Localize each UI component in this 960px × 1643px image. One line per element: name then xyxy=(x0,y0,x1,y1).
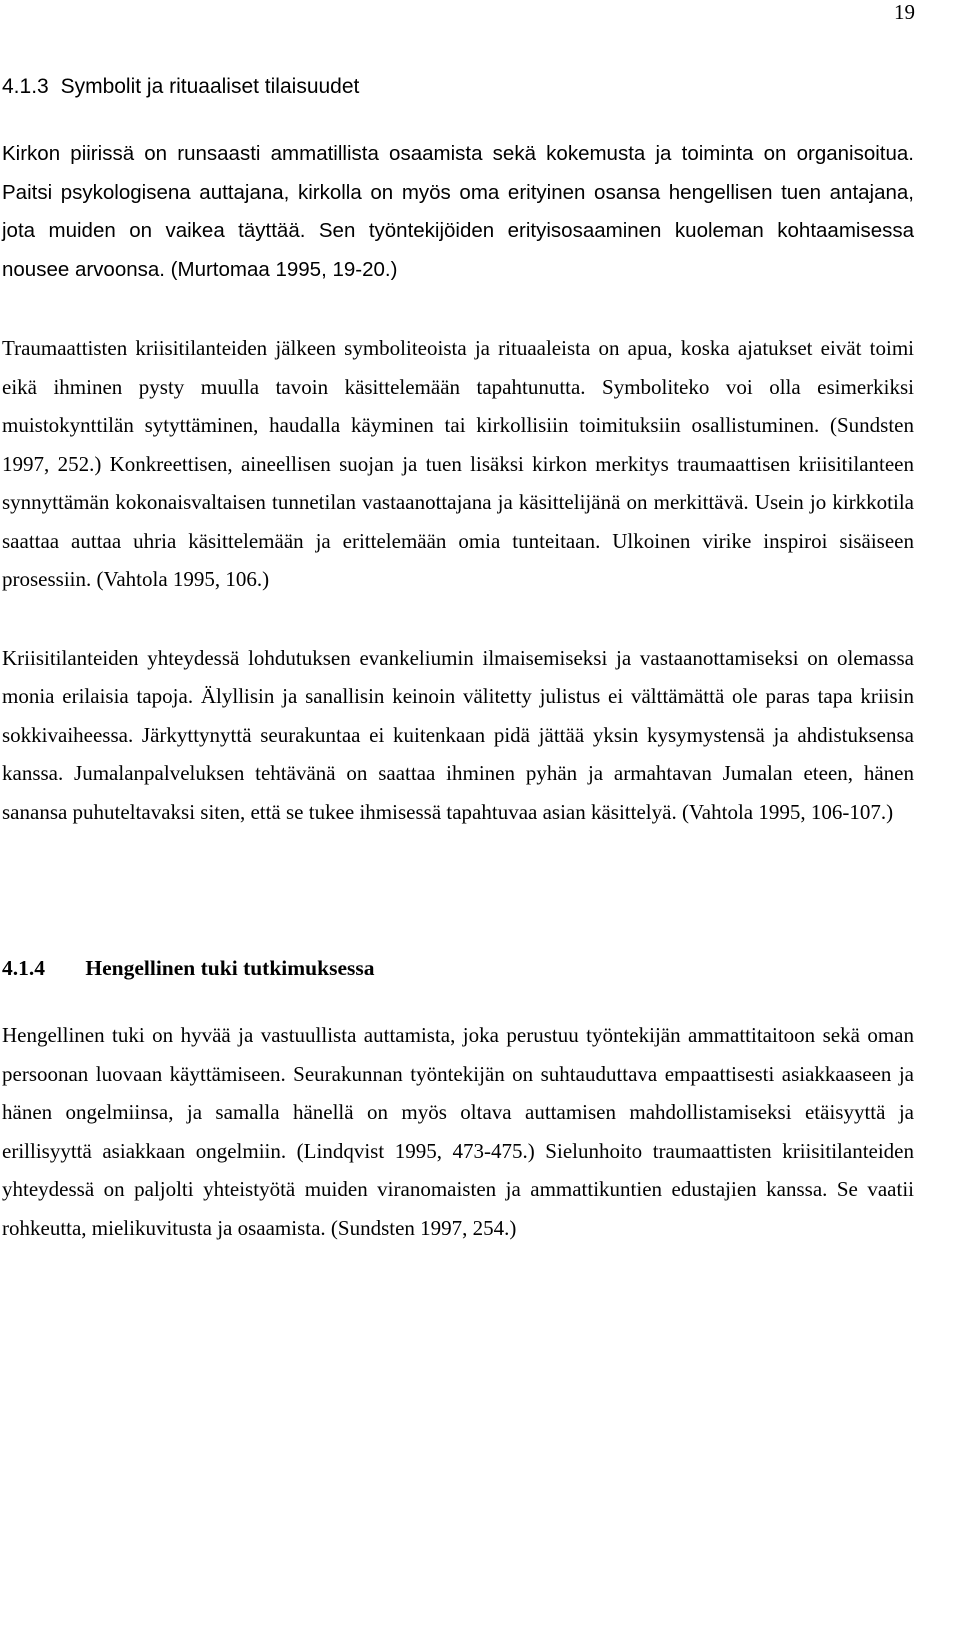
section-heading-4-1-4 xyxy=(2,949,914,987)
paragraph: Kirkon piirissä on runsaasti ammatillista osaamista sekä kokemusta ja toiminta on organisoitua. Paitsi psykologisena auttajana, kirkolla on myös oma erityinen osansa hengellisen tuen antajana, jota muiden on vaikea täyttää. Sen työntekijöiden erityisosaaminen kuoleman kohtaamisessa nousee arvoonsa. (Murtomaa 1995, 19-20.) xyxy=(2,142,914,281)
section-title: Hengellinen tuki tutkimuksessa xyxy=(85,956,375,980)
section-number: 4.1.3 xyxy=(2,75,49,98)
section-spacer xyxy=(2,871,914,949)
section-title: Symbolit ja rituaaliset tilaisuudet xyxy=(60,75,360,98)
section-number: 4.1.4 xyxy=(2,956,45,980)
page-number: 19 xyxy=(894,0,915,24)
document-body xyxy=(2,68,914,1287)
paragraph: Hengellinen tuki on hyvää ja vastuullista auttamista, joka perustuu työntekijän ammattitaitoon sekä oman persoonan luovaan käyttämiseen. Seurakunnan työntekijän on suhtauduttava empaattisesti asiakkaaseen ja hänen ongelmiinsa, ja samalla hänellä on myös oltava auttamisen mahdollistamiseksi etäisyyttä ja erillisyyttä asiakkaan ongelmiin. (Lindqvist 1995, 473-475.) Sielunhoito traumaattisten kriisitilanteiden yhteydessä on paljolti yhteistyötä muiden viranomaisten ja ammattikuntien edustajien kanssa. Se vaatii rohkeutta, mielikuvitusta ja osaamista. (Sundsten 1997, 254.) xyxy=(2,1023,914,1240)
section-heading-4-1-3 xyxy=(2,68,914,106)
paragraph: Traumaattisten kriisitilanteiden jälkeen symboliteoista ja rituaaleista on apua, koska ajatukset eivät toimi eikä ihminen pysty muulla tavoin käsittelemään tapahtunutta. Symboliteko voi olla esimerkiksi muistokynttilän sytyttäminen, haudalla käyminen tai kirkollisiin toimituksiin osallistuminen. (Sundsten 1997, 252.) Konkreettisen, aineellisen suojan ja tuen lisäksi kirkon merkitys traumaattisen kriisitilanteen synnyttämän kokonaisvaltaisen tunnetilan vastaanottajana ja käsittelijänä on merkittävä. Usein jo kirkkotila saattaa auttaa uhria käsittelemään ja erittelemään omia tunteitaan. Ulkoinen virike inspiroi sisäiseen prosessiin. (Vahtola 1995, 106.) xyxy=(2,336,914,591)
paragraph: Kriisitilanteiden yhteydessä lohdutuksen evankeliumin ilmaisemiseksi ja vastaanottamiseksi on olemassa monia erilaisia tapoja. Älyllisin ja sanallisin keinoin välitetty julistus ei välttämättä ole paras tapa kriisin sokkivaiheessa. Järkyttynyttä seurakuntaa ei kuitenkaan pidä jättää yksin kysymystensä ja ahdistuksensa kanssa. Jumalanpalveluksen tehtävänä on saattaa ihminen pyhän ja armahtavan Jumalan eteen, hänen sanansa puhuteltavaksi siten, että se tukee ihmisessä tapahtuvaa asian käsittelyä. (Vahtola 1995, 106-107.) xyxy=(2,645,914,824)
